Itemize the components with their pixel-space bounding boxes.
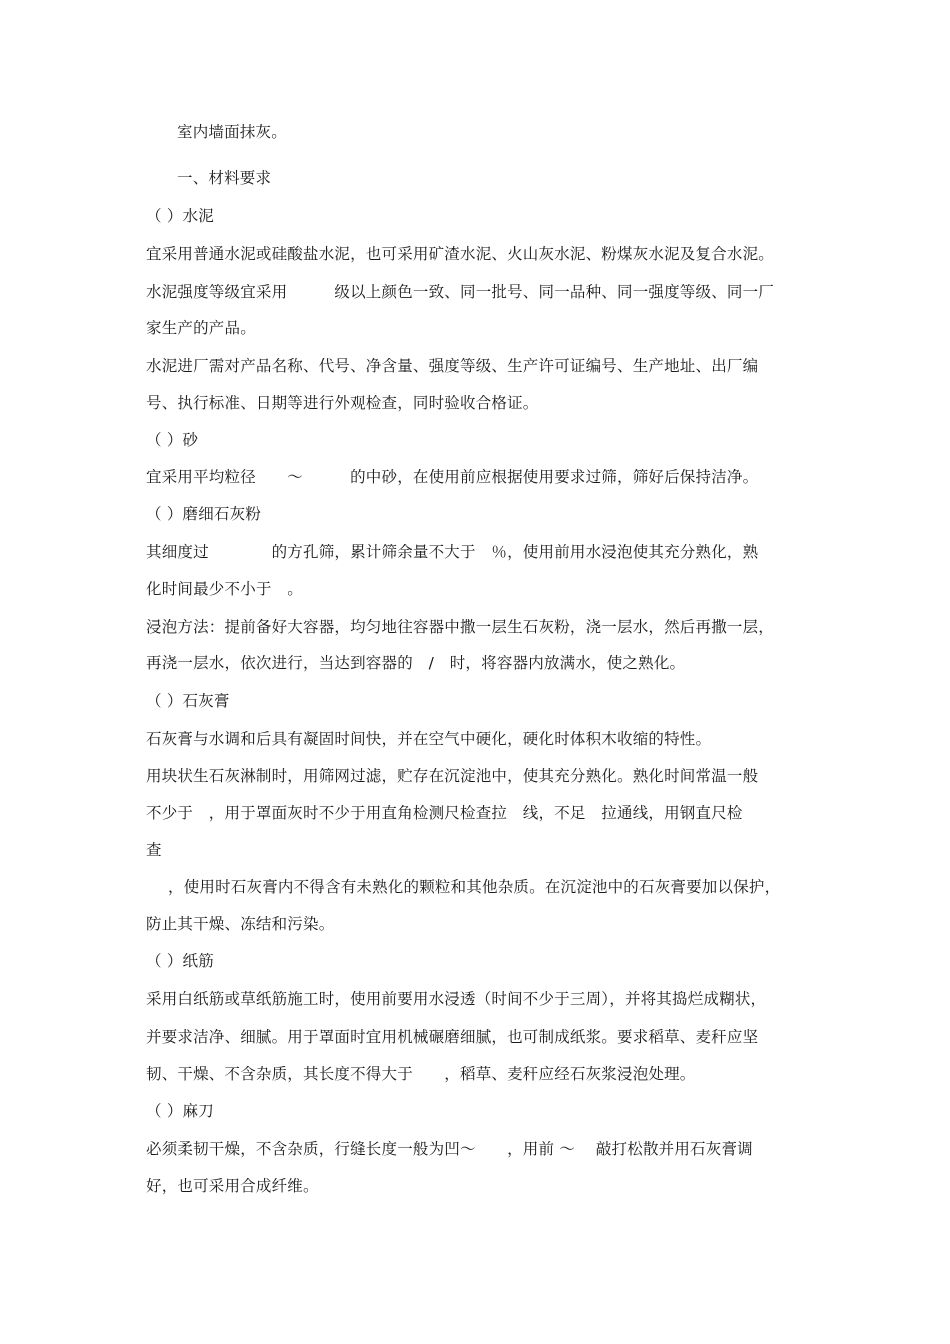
paragraph-line: 必须柔韧干燥，不含杂质，行缝长度一般为凹～ ，用前 ～ 敲打松散并用石灰膏调 [146, 1140, 753, 1158]
section-heading: 一、材料要求 [177, 169, 272, 187]
paragraph-line: 宜采用平均粒径 ～ 的中砂，在使用前应根据使用要求过筛，筛好后保持洁净。 [146, 468, 759, 486]
paragraph-line: 水泥进厂需对产品名称、代号、净含量、强度等级、生产许可证编号、生产地址、出厂编 [146, 357, 759, 375]
paragraph-line: 宜采用普通水泥或硅酸盐水泥，也可采用矿渣水泥、火山灰水泥、粉煤灰水泥及复合水泥。 [146, 245, 775, 263]
subheading-hemp: （ ）麻刀 [146, 1102, 214, 1120]
paragraph-line: 防止其干燥、冻结和污染。 [146, 915, 335, 933]
paragraph-line: 采用白纸筋或草纸筋施工时，使用前要用水浸透（时间不少于三周），并将其捣烂成糊状， [146, 990, 767, 1008]
paragraph-line: 浸泡方法：提前备好大容器，均匀地往容器中撒一层生石灰粉，浇一层水，然后再撒一层， [146, 618, 775, 636]
paragraph-line: 查 [146, 841, 162, 859]
paragraph-line: 家生产的产品。 [146, 319, 256, 337]
paragraph-line: 并要求洁净、细腻。用于罩面时宜用机械碾磨细腻，也可制成纸浆。要求稻草、麦秆应坚 [146, 1028, 759, 1046]
paragraph-line: 韧、干燥、不含杂质，其长度不得大于 ，稻草、麦秆应经石灰浆浸泡处理。 [146, 1065, 696, 1083]
paragraph-line: 好，也可采用合成纤维。 [146, 1177, 319, 1195]
paragraph-line: 石灰膏与水调和后具有凝固时间快，并在空气中硬化，硬化时体积木收缩的特性。 [146, 730, 712, 748]
paragraph-line: 号、执行标准、日期等进行外观检查，同时验收合格证。 [146, 394, 539, 412]
paragraph-line: ，使用时石灰膏内不得含有未熟化的颗粒和其他杂质。在沉淀池中的石灰膏要加以保护， [168, 878, 781, 896]
subheading-sand: （ ）砂 [146, 431, 199, 449]
paragraph-line: 其细度过 的方孔筛，累计筛余量不大于 ％，使用前用水浸泡使其充分熟化，熟 [146, 543, 759, 561]
paragraph-line: 再浇一层水，依次进行，当达到容器的 / 时，将容器内放满水，使之熟化。 [146, 654, 686, 672]
subheading-lime-powder: （ ）磨细石灰粉 [146, 505, 262, 523]
paragraph-line: 用块状生石灰淋制时，用筛网过滤，贮存在沉淀池中，使其充分熟化。熟化时间常温一般 [146, 767, 759, 785]
subheading-cement: （ ）水泥 [146, 207, 214, 225]
subheading-lime-paste: （ ）石灰膏 [146, 692, 230, 710]
paragraph-line: 不少于 ，用于罩面灰时不少于用直角检测尺检查拉 线，不足 拉通线，用钢直尺检 [146, 804, 743, 822]
doc-title: 室内墙面抹灰。 [177, 123, 287, 141]
paragraph-line: 化时间最少不小于 。 [146, 580, 304, 598]
paragraph-line: 水泥强度等级宜采用 级以上颜色一致、同一批号、同一品种、同一强度等级、同一厂 [146, 283, 775, 301]
subheading-paper-fiber: （ ）纸筋 [146, 952, 214, 970]
